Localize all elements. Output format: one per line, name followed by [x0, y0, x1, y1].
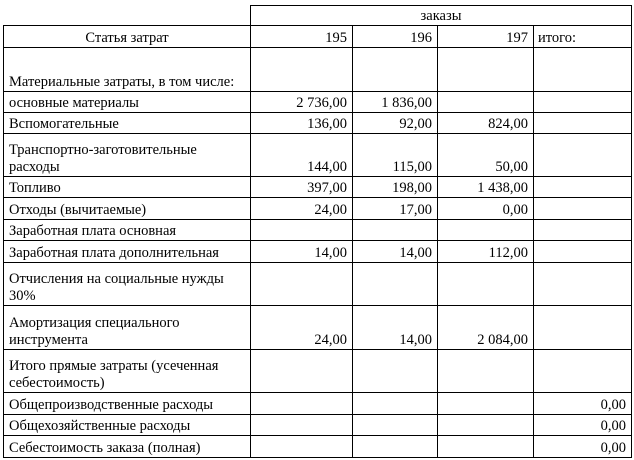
table-row [4, 393, 632, 415]
order-196-value: 14,00 [353, 306, 438, 350]
order-197-value [438, 415, 534, 436]
order-196-value [353, 393, 438, 415]
orders-group-header: заказы [251, 6, 632, 26]
order-195-value: 24,00 [251, 306, 353, 350]
order-196-value [353, 436, 438, 458]
cost-table [3, 5, 632, 458]
table-row [4, 92, 632, 113]
table-row [4, 415, 632, 436]
total-value [534, 350, 632, 393]
order-197-value: 0,00 [438, 198, 534, 220]
total-value [534, 113, 632, 134]
order-197-value: 112,00 [438, 241, 534, 263]
table-row [4, 177, 632, 198]
order-195-value [251, 350, 353, 393]
cost-item-name: Итого прямые затраты (усеченная себестоимость) [4, 350, 251, 393]
total-value [534, 134, 632, 177]
order-197-value: 824,00 [438, 113, 534, 134]
order-195-value: 397,00 [251, 177, 353, 198]
order-196-value: 1 836,00 [353, 92, 438, 113]
group-header-row [4, 6, 632, 26]
header-row [4, 26, 632, 48]
order-196-header: 196 [353, 26, 438, 48]
order-197-value [438, 436, 534, 458]
cost-item-name: Себестоимость заказа (полная) [4, 436, 251, 458]
cost-item-name: Материальные затраты, в том числе: [4, 48, 251, 92]
cost-item-name: Общехозяйственные расходы [4, 415, 251, 436]
total-value [534, 48, 632, 92]
order-196-value: 92,00 [353, 113, 438, 134]
order-196-value: 17,00 [353, 198, 438, 220]
order-196-value [353, 48, 438, 92]
cost-item-name: Общепроизводственные расходы [4, 393, 251, 415]
order-195-value [251, 220, 353, 241]
cost-item-name: Заработная плата дополнительная [4, 241, 251, 263]
cost-item-name: Транспортно-заготовительные расходы [4, 134, 251, 177]
table-row [4, 263, 632, 306]
total-value: 0,00 [534, 393, 632, 415]
order-196-value [353, 415, 438, 436]
table-row [4, 350, 632, 393]
total-value: 0,00 [534, 436, 632, 458]
table-row [4, 220, 632, 241]
order-196-value [353, 220, 438, 241]
total-value: 0,00 [534, 415, 632, 436]
order-197-value [438, 220, 534, 241]
order-197-header: 197 [438, 26, 534, 48]
order-197-value [438, 92, 534, 113]
cost-item-name: Вспомогательные [4, 113, 251, 134]
order-197-value: 2 084,00 [438, 306, 534, 350]
order-195-value [251, 48, 353, 92]
total-value [534, 220, 632, 241]
cost-item-name: Отходы (вычитаемые) [4, 198, 251, 220]
order-195-value [251, 263, 353, 306]
order-195-value: 136,00 [251, 113, 353, 134]
table-row [4, 198, 632, 220]
order-196-value [353, 350, 438, 393]
table-row [4, 306, 632, 350]
order-197-value: 1 438,00 [438, 177, 534, 198]
table-row [4, 134, 632, 177]
order-195-value: 144,00 [251, 134, 353, 177]
total-value [534, 92, 632, 113]
cost-item-name: Заработная плата основная [4, 220, 251, 241]
order-196-value: 198,00 [353, 177, 438, 198]
order-195-value: 14,00 [251, 241, 353, 263]
total-value [534, 306, 632, 350]
cost-item-name: основные материалы [4, 92, 251, 113]
total-value [534, 263, 632, 306]
order-196-value [353, 263, 438, 306]
total-header: итого: [534, 26, 632, 48]
order-196-value: 115,00 [353, 134, 438, 177]
order-195-value [251, 415, 353, 436]
order-197-value [438, 393, 534, 415]
order-196-value: 14,00 [353, 241, 438, 263]
table-row [4, 113, 632, 134]
total-value [534, 241, 632, 263]
table-row [4, 436, 632, 458]
total-value [534, 198, 632, 220]
cost-item-name: Топливо [4, 177, 251, 198]
order-197-value: 50,00 [438, 134, 534, 177]
cost-item-name: Отчисления на социальные нужды 30% [4, 263, 251, 306]
order-195-header: 195 [251, 26, 353, 48]
order-195-value [251, 436, 353, 458]
blank-corner-cell [4, 6, 251, 26]
table-row [4, 48, 632, 92]
table-row [4, 241, 632, 263]
order-197-value [438, 263, 534, 306]
cost-item-header: Статья затрат [4, 26, 251, 48]
total-value [534, 177, 632, 198]
cost-item-name: Амортизация специального инструмента [4, 306, 251, 350]
order-195-value [251, 393, 353, 415]
order-197-value [438, 48, 534, 92]
order-197-value [438, 350, 534, 393]
order-195-value: 2 736,00 [251, 92, 353, 113]
order-195-value: 24,00 [251, 198, 353, 220]
